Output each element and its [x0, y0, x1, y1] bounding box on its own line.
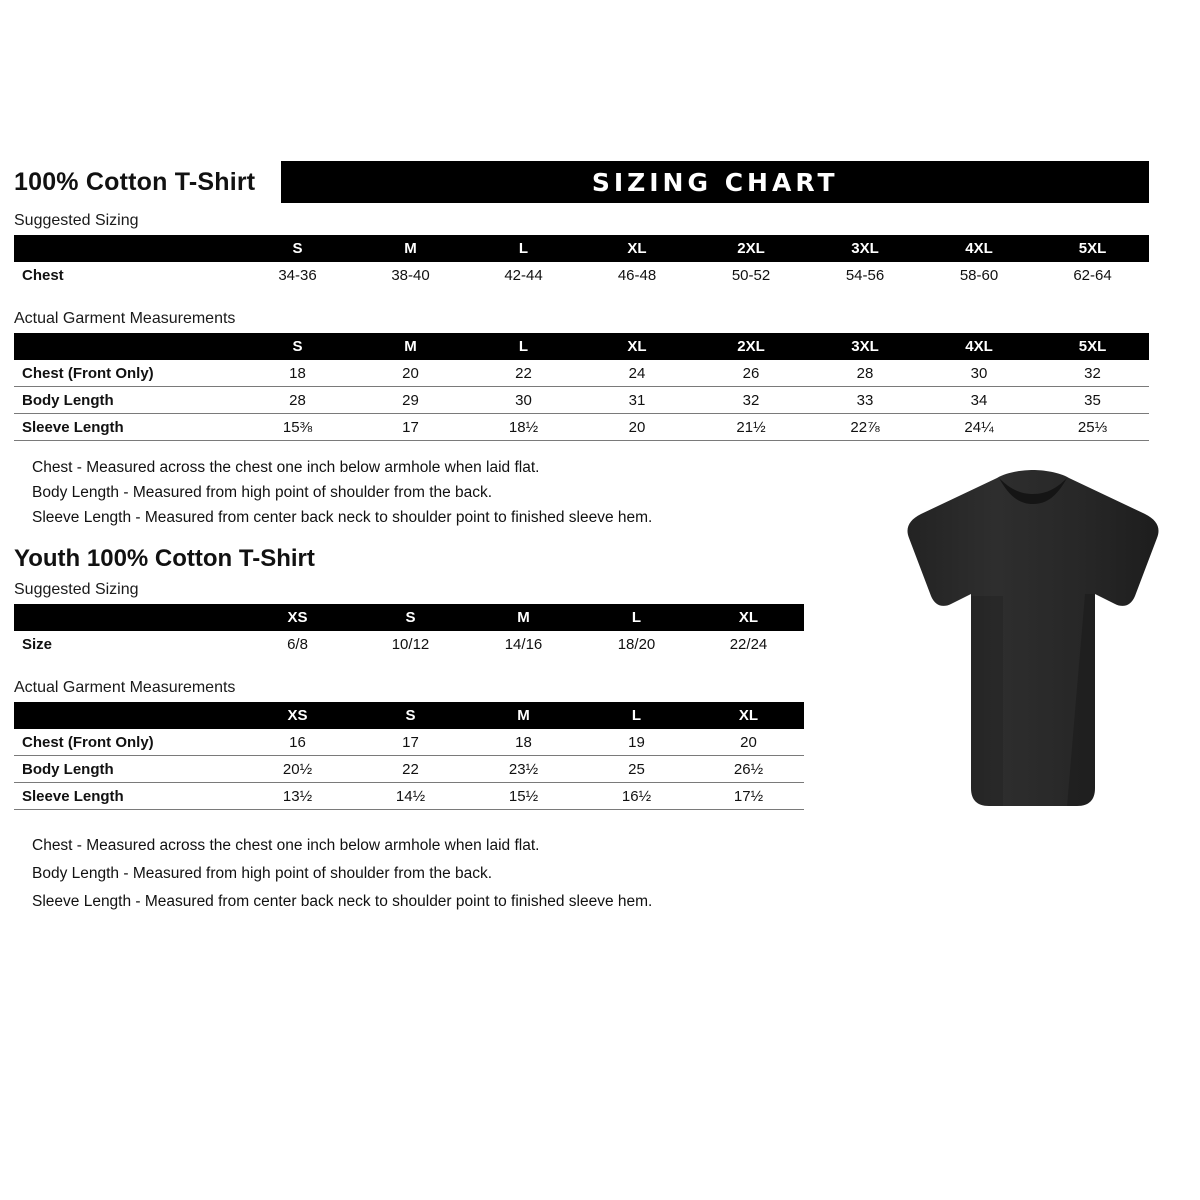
column-header: M — [517, 707, 530, 724]
note-chest: Chest - Measured across the chest one inch below armhole when laid flat. — [32, 459, 540, 476]
table-cell: 28 — [808, 360, 922, 387]
table-cell: 50-52 — [731, 266, 771, 284]
column-header: M — [517, 609, 530, 626]
table-cell: 18 — [241, 360, 354, 387]
column-header: 5XL — [1078, 240, 1107, 257]
table-cell: 33 — [808, 387, 922, 414]
table-header-row — [14, 604, 804, 631]
column-header — [14, 604, 241, 631]
column-header: S — [405, 609, 416, 626]
table-cell: 20½ — [241, 756, 354, 783]
youth-suggested-table — [14, 604, 804, 657]
youth-title: Youth 100% Cotton T-Shirt — [14, 545, 315, 572]
column-header: XL — [738, 609, 759, 626]
note-sleeve-length: Sleeve Length - Measured from center back neck to shoulder point to finished sleeve hem. — [32, 893, 653, 910]
column-header: XS — [287, 609, 308, 626]
column-header: M — [404, 338, 417, 355]
table-row — [14, 756, 804, 783]
column-header: S — [292, 338, 303, 355]
table-cell: 30 — [922, 360, 1036, 387]
column-header: XL — [738, 707, 759, 724]
table-header-row — [14, 702, 804, 729]
table-cell: 25 — [580, 756, 693, 783]
youth-measurement-notes — [14, 832, 804, 916]
row-label: Sleeve Length — [14, 414, 241, 441]
column-header: 2XL — [737, 240, 765, 257]
table-cell: 58-60 — [959, 266, 999, 284]
page-title: 100% Cotton T-Shirt — [14, 167, 256, 196]
table-cell: 24¼ — [922, 414, 1036, 441]
column-header: L — [518, 338, 529, 355]
table-cell: 17 — [354, 414, 467, 441]
table-cell: 32 — [694, 387, 808, 414]
column-header — [14, 702, 241, 729]
tshirt-illustration — [895, 470, 1170, 810]
table-header-row — [14, 333, 1149, 360]
table-cell: 22 — [467, 360, 580, 387]
table-cell: 20 — [693, 729, 804, 756]
table-cell: 46-48 — [617, 266, 657, 284]
table-row — [14, 262, 1149, 288]
table-cell: 26 — [694, 360, 808, 387]
table-row — [14, 631, 804, 657]
column-header — [14, 235, 241, 262]
column-header: XS — [287, 707, 308, 724]
adult-actual-table — [14, 333, 1149, 441]
table-cell: 22 — [354, 756, 467, 783]
sizing-chart-banner-label: SIZING CHART — [591, 167, 839, 197]
table-cell: 21½ — [694, 414, 808, 441]
row-label: Sleeve Length — [14, 783, 241, 810]
table-header-row — [14, 235, 1149, 262]
table-cell: 18½ — [467, 414, 580, 441]
column-header: L — [518, 240, 529, 257]
column-header: S — [292, 240, 303, 257]
table-cell: 54-56 — [845, 266, 885, 284]
table-cell: 23½ — [467, 756, 580, 783]
table-cell: 32 — [1036, 360, 1149, 387]
table-row — [14, 729, 804, 756]
table-cell: 35 — [1036, 387, 1149, 414]
table-cell: 22⅞ — [808, 414, 922, 441]
table-cell: 16 — [241, 729, 354, 756]
table-cell: 18 — [467, 729, 580, 756]
table-cell: 18/20 — [617, 635, 656, 653]
table-cell: 31 — [580, 387, 694, 414]
table-cell: 28 — [241, 387, 354, 414]
table-row — [14, 414, 1149, 441]
table-cell: 15⅜ — [241, 414, 354, 441]
table-cell: 34-36 — [278, 266, 317, 284]
table-cell: 17½ — [693, 783, 804, 810]
column-header: 3XL — [851, 338, 879, 355]
column-header: 3XL — [851, 240, 879, 257]
youth-actual-table — [14, 702, 804, 810]
table-cell: 14½ — [354, 783, 467, 810]
table-cell: 29 — [354, 387, 467, 414]
note-body-length: Body Length - Measured from high point of shoulder from the back. — [32, 865, 493, 882]
table-cell: 62-64 — [1073, 266, 1112, 284]
note-sleeve-length: Sleeve Length - Measured from center back neck to shoulder point to finished sleeve hem. — [32, 509, 653, 526]
table-cell: 19 — [580, 729, 693, 756]
table-cell: 10/12 — [391, 635, 430, 653]
table-cell: 38-40 — [391, 266, 430, 284]
table-cell: 15½ — [467, 783, 580, 810]
table-cell: 20 — [354, 360, 467, 387]
column-header: XL — [627, 338, 647, 355]
table-cell: 6/8 — [287, 635, 308, 653]
adult-title-row — [14, 160, 1149, 204]
table-cell: 42-44 — [504, 266, 543, 284]
row-label: Body Length — [14, 387, 241, 414]
youth-actual-label: Actual Garment Measurements — [14, 679, 236, 696]
table-cell: 13½ — [241, 783, 354, 810]
column-header: L — [631, 609, 642, 626]
table-cell: 16½ — [580, 783, 693, 810]
table-row — [14, 387, 1149, 414]
table-cell: 30 — [467, 387, 580, 414]
table-cell: 17 — [354, 729, 467, 756]
row-label: Chest — [22, 266, 64, 284]
table-cell: 25⅓ — [1036, 414, 1149, 441]
youth-section — [14, 545, 804, 916]
column-header: L — [631, 707, 642, 724]
table-cell: 14/16 — [504, 635, 543, 653]
column-header: M — [404, 240, 417, 257]
column-header — [14, 333, 241, 360]
column-header: 4XL — [965, 338, 993, 355]
table-row — [14, 360, 1149, 387]
column-header: 5XL — [1078, 338, 1107, 355]
table-cell: 26½ — [693, 756, 804, 783]
adult-suggested-label: Suggested Sizing — [14, 212, 139, 229]
adult-suggested-table — [14, 235, 1149, 288]
column-header: S — [405, 707, 416, 724]
youth-suggested-label: Suggested Sizing — [14, 581, 139, 598]
note-body-length: Body Length - Measured from high point of shoulder from the back. — [32, 484, 493, 501]
row-label: Chest (Front Only) — [14, 360, 241, 387]
column-header: XL — [627, 240, 647, 257]
row-label: Chest (Front Only) — [14, 729, 241, 756]
adult-actual-label: Actual Garment Measurements — [14, 310, 236, 327]
table-cell: 22/24 — [729, 635, 768, 653]
column-header: 4XL — [965, 240, 993, 257]
column-header: 2XL — [737, 338, 765, 355]
table-cell: 34 — [922, 387, 1036, 414]
row-label: Size — [22, 635, 53, 653]
table-row — [14, 783, 804, 810]
sizing-chart-banner — [281, 161, 1149, 203]
note-chest: Chest - Measured across the chest one inch below armhole when laid flat. — [32, 837, 540, 854]
row-label: Body Length — [14, 756, 241, 783]
table-cell: 24 — [580, 360, 694, 387]
table-cell: 20 — [580, 414, 694, 441]
